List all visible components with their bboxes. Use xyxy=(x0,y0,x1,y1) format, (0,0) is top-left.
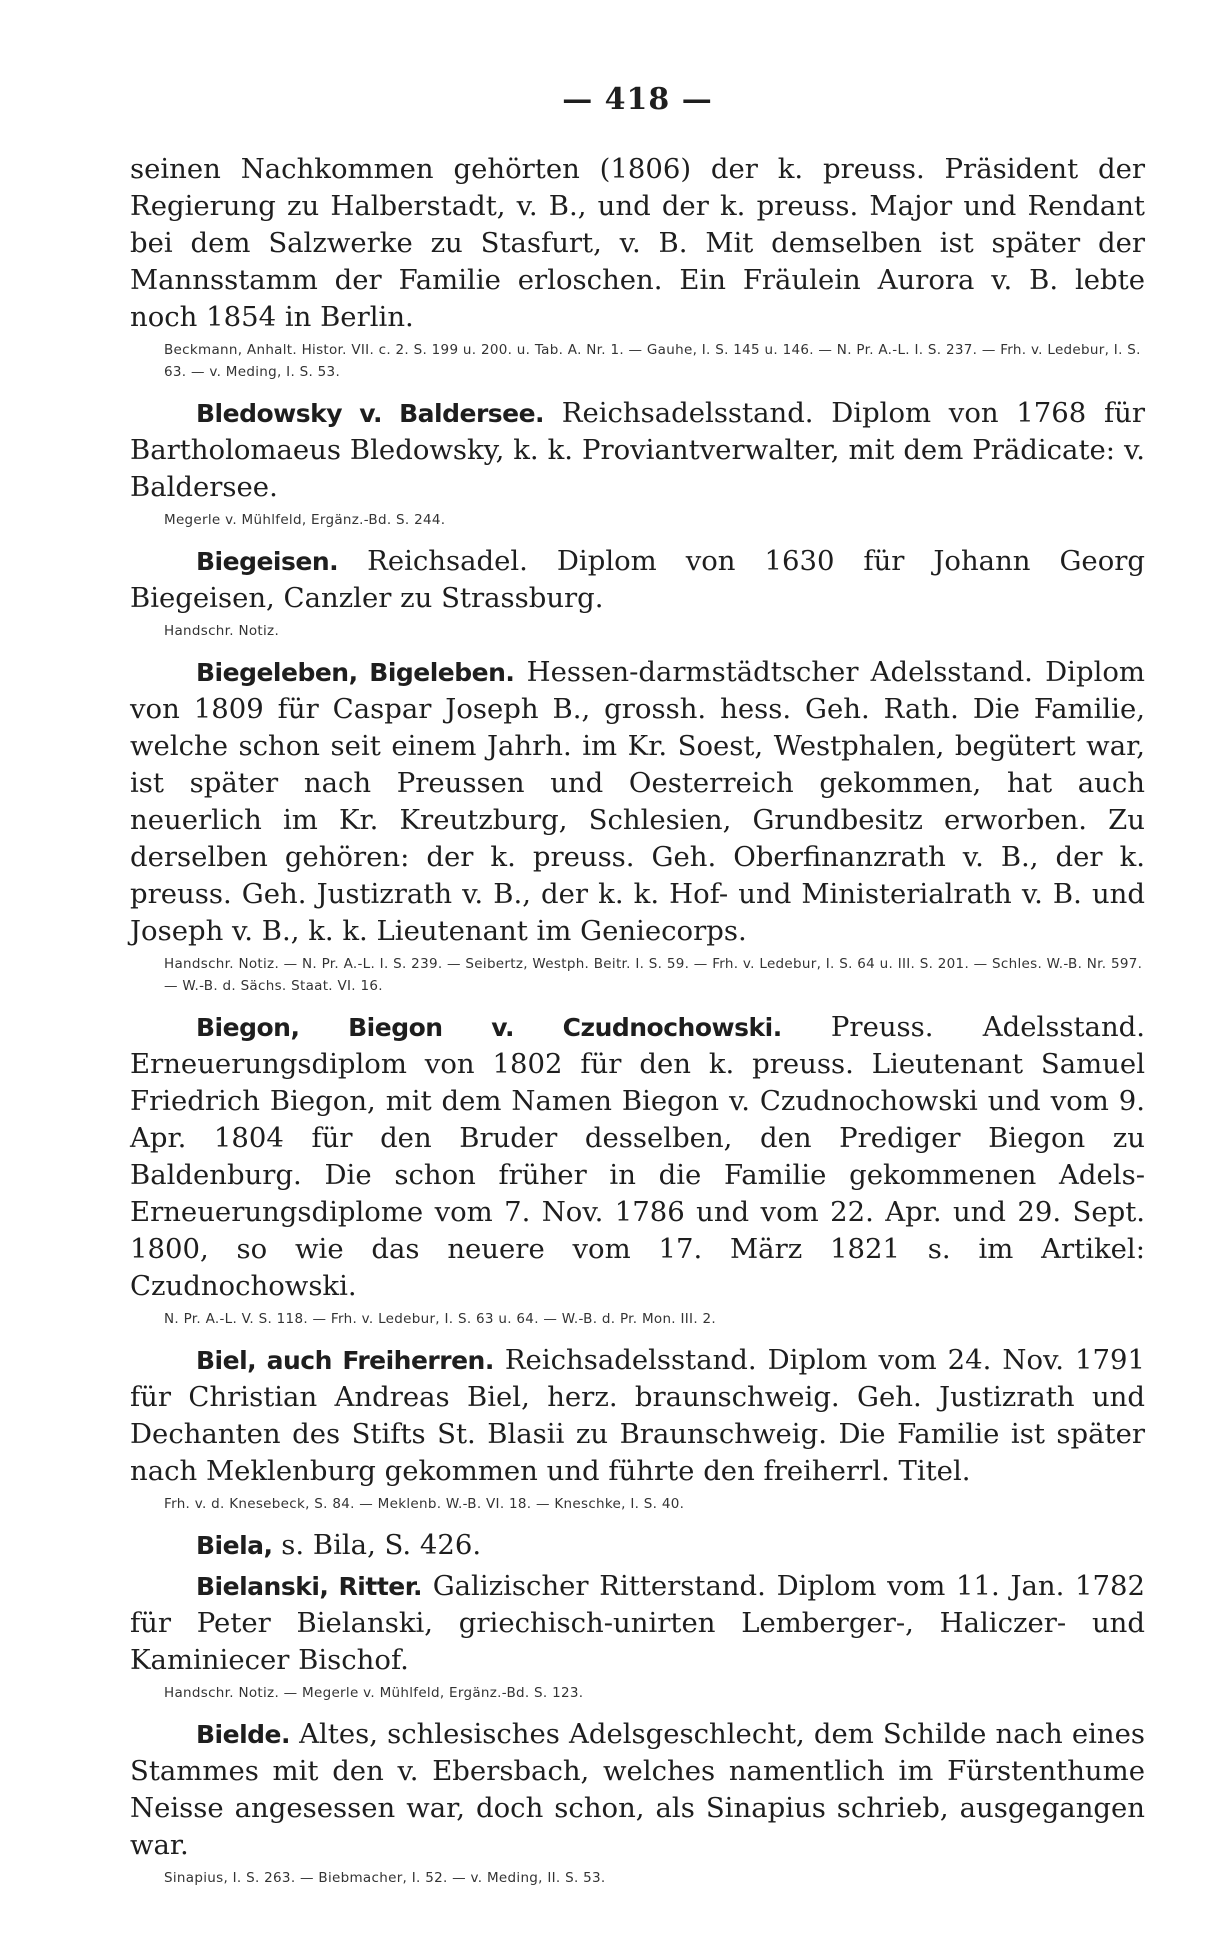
entry-paragraph xyxy=(130,1568,1145,1679)
entry-text: Altes, schlesisches Adelsgeschlecht, dem Schilde nach eines Stammes mit den v. Ebersbach, welches namentlich im Fürstenthume Neisse angesessen war, doch schon, als Sinapius schrieb, ausgegangen war. xyxy=(130,1718,1145,1861)
source-references: Handschr. Notiz. xyxy=(164,623,280,639)
entry-paragraph xyxy=(130,1716,1145,1864)
entry-text: Reichsadelsstand. Diplom von 1768 für Bartholomaeus Bledowsky, k. k. Proviantverwalter, mit dem Prädicate: v. Baldersee. xyxy=(130,397,1145,503)
entry-headword: Bledowsky v. Baldersee. xyxy=(196,399,545,428)
entry-paragraph xyxy=(130,395,1145,506)
entry-text: s. Bila, S. 426. xyxy=(281,1529,482,1561)
entry-continuation xyxy=(130,151,1145,383)
entry-headword: Biegeleben, Bigeleben. xyxy=(196,658,515,687)
entry-biegon xyxy=(130,1009,1145,1330)
entry-biel xyxy=(130,1342,1145,1515)
entry-paragraph xyxy=(130,1342,1145,1490)
page-number: — 418 — xyxy=(562,82,713,117)
entry-headword: Biela, xyxy=(196,1531,273,1560)
entry-biegeisen xyxy=(130,543,1145,642)
source-references: N. Pr. A.-L. V. S. 118. — Frh. v. Ledebur, I. S. 63 u. 64. — W.-B. d. Pr. Mon. III. 2. xyxy=(164,1311,716,1327)
source-references: Beckmann, Anhalt. Histor. VII. c. 2. S. 199 u. 200. u. Tab. A. Nr. 1. — Gauhe, I. S. 145 u. 146. — N. Pr. A.-L. I. S. 237. — Frh. v. Ledebur, I. S. 63. — v. Meding, I. S. 53. xyxy=(164,342,1141,380)
entry-paragraph xyxy=(130,1527,1145,1564)
entry-text: Hessen-darmstädtscher Adelsstand. Diplom von 1809 für Caspar Joseph B., grossh. hess. Geh. Rath. Die Familie, welche schon seit einem Jahrh. im Kr. Soest, Westphalen, begütert war, ist später nach Preussen und Oesterreich gekommen, hat auch neuerlich im Kr. Kreutzburg, Schlesien, Grundbesitz erworben. Zu derselben gehören: der k. preuss. Geh. Oberfinanzrath v. B., der k. preuss. Geh. Justizrath v. B., der k. k. Hof- und Ministerialrath v. B. und Joseph v. B., k. k. Lieutenant im Geniecorps. xyxy=(130,656,1145,947)
entry-headword: Biegon, Biegon v. Czudnochowski. xyxy=(196,1013,782,1042)
entry-bielanski xyxy=(130,1568,1145,1704)
entry-biegeleben xyxy=(130,654,1145,997)
source-references: Sinapius, I. S. 263. — Biebmacher, I. 52. — v. Meding, II. S. 53. xyxy=(164,1870,606,1886)
entry-headword: Bielde. xyxy=(196,1720,290,1749)
entry-bledowsky xyxy=(130,395,1145,531)
entry-headword: Biel, auch Freiherren. xyxy=(196,1346,494,1375)
entry-paragraph xyxy=(130,1009,1145,1305)
entry-bielde xyxy=(130,1716,1145,1889)
entry-text: Reichsadelsstand. Diplom vom 24. Nov. 1791 für Christian Andreas Biel, herz. braunschweig. Geh. Justizrath und Dechanten des Stifts St. Blasii zu Braunschweig. Die Familie ist später nach Meklenburg gekommen und führte den freiherrl. Titel. xyxy=(130,1344,1145,1487)
entry-text: Reichsadel. Diplom von 1630 für Johann Georg Biegeisen, Canzler zu Strassburg. xyxy=(130,545,1145,614)
entry-paragraph xyxy=(130,654,1145,950)
entry-text: Preuss. Adelsstand. Erneuerungsdiplom von 1802 für den k. preuss. Lieutenant Samuel Friedrich Biegon, mit dem Namen Biegon v. Czudnochowski und vom 9. Apr. 1804 für den Bruder desselben, den Prediger Biegon zu Baldenburg. Die schon früher in die Familie gekommenen Adels-Erneuerungsdiplome vom 7. Nov. 1786 und vom 22. Apr. und 29. Sept. 1800, so wie das neuere vom 17. März 1821 s. im Artikel: Czudnochowski. xyxy=(130,1011,1145,1302)
entry-text: seinen Nachkommen gehörten (1806) der k. preuss. Präsident der Regierung zu Halberstadt, v. B., und der k. preuss. Major und Rendant bei dem Salzwerke zu Stasfurt, v. B. Mit demselben ist später der Mannsstamm der Familie erloschen. Ein Fräulein Aurora v. B. lebte noch 1854 in Berlin. xyxy=(130,153,1145,333)
source-references: Handschr. Notiz. — Megerle v. Mühlfeld, Ergänz.-Bd. S. 123. xyxy=(164,1685,584,1701)
entry-headword: Biegeisen. xyxy=(196,547,339,576)
source-references: Handschr. Notiz. — N. Pr. A.-L. I. S. 239. — Seibertz, Westph. Beitr. I. S. 59. — Frh. v. Ledebur, I. S. 64 u. III. S. 201. — Schles. W.-B. Nr. 597. — W.-B. d. Sächs. Staat. VI. 16. xyxy=(164,956,1143,994)
entry-paragraph xyxy=(130,543,1145,617)
source-references: Megerle v. Mühlfeld, Ergänz.-Bd. S. 244. xyxy=(164,512,446,528)
entry-headword: Bielanski, Ritter. xyxy=(196,1572,422,1601)
source-references: Frh. v. d. Knesebeck, S. 84. — Meklenb. W.-B. VI. 18. — Kneschke, I. S. 40. xyxy=(164,1496,685,1512)
entry-text: Galizischer Ritterstand. Diplom vom 11. Jan. 1782 für Peter Bielanski, griechisch-unirten Lemberger-, Haliczer- und Kaminiecer Bischof. xyxy=(130,1570,1145,1676)
entry-biela xyxy=(130,1527,1145,1564)
